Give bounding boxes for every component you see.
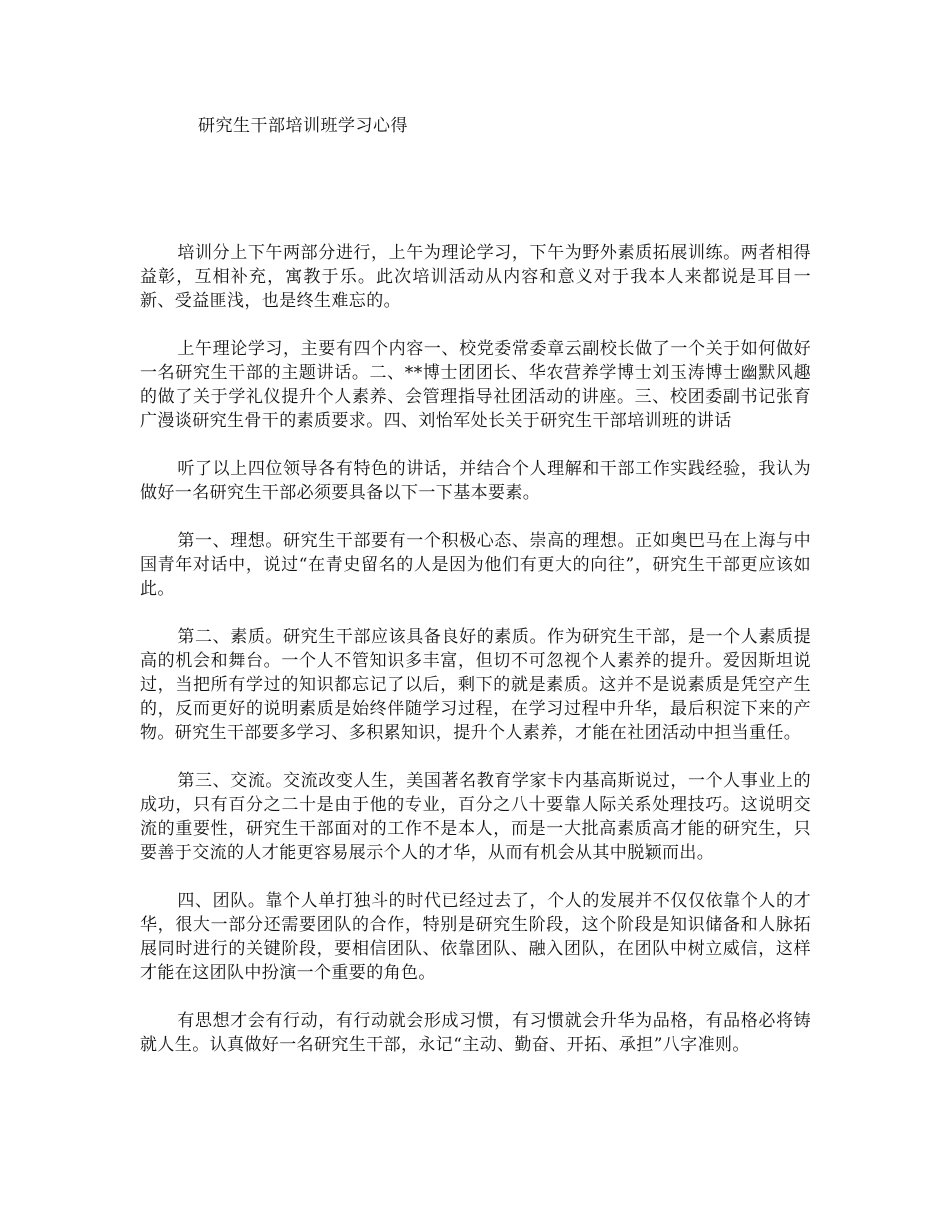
paragraph-communication: 第三、交流。交流改变人生，美国著名教育学家卡内基高斯说过，一个人事业上的成功，只有百分之二十是由于他的专业，百分之八十要靠人际关系处理技巧。这说明交流的重要性，研究生干部面对的工作不是本人，而是一大批高素质高才能的研究生，只要善于交流的人才能更容易展示个人的才华，从而有机会从其中脱颖而出。 xyxy=(140,771,811,863)
document-title: 研究生干部培训班学习心得 xyxy=(198,116,408,136)
paragraph-quality: 第二、素质。研究生干部应该具备良好的素质。作为研究生干部，是一个人素质提高的机会和舞台。一个人不管知识多丰富，但切不可忽视个人素养的提升。爱因斯坦说过，当把所有学过的知识都忘记了以后，剩下的就是素质。这并不是说素质是凭空产生的，反而更好的说明素质是始终伴随学习过程，在学习过程中升华，最后积淀下来的产物。研究生干部要多学习、多积累知识，提升个人素养，才能在社团活动中担当重任。 xyxy=(140,627,811,743)
paragraph-team: 四、团队。靠个人单打独斗的时代已经过去了，个人的发展并不仅仅依靠个人的才华，很大一部分还需要团队的合作，特别是研究生阶段，这个阶段是知识储备和人脉拓展同时进行的关键阶段，要相信团队、依靠团队、融入团队，在团队中树立威信，这样才能在这团队中扮演一个重要的角色。 xyxy=(140,891,811,983)
paragraph-conclusion: 有思想才会有行动，有行动就会形成习惯，有习惯就会升华为品格，有品格必将铸就人生。认真做好一名研究生干部，永记“主动、勤奋、开拓、承担”八字准则。 xyxy=(140,1011,811,1055)
paragraph-ideal: 第一、理想。研究生干部要有一个积极心态、崇高的理想。正如奥巴马在上海与中国青年对话中，说过“在青史留名的人是因为他们有更大的向往”，研究生干部更应该如此。 xyxy=(140,531,811,599)
document-body xyxy=(140,241,811,1081)
paragraph-basic-elements: 听了以上四位领导各有特色的讲话，并结合个人理解和干部工作实践经验，我认为做好一名研究生干部必须要具备以下一下基本要素。 xyxy=(140,459,811,503)
paragraph-intro: 培训分上下午两部分进行，上午为理论学习，下午为野外素质拓展训练。两者相得益彰，互相补充，寓教于乐。此次培训活动从内容和意义对于我本人来都说是耳目一新、受益匪浅，也是终生难忘的。 xyxy=(140,243,811,311)
paragraph-morning-theory: 上午理论学习，主要有四个内容一、校党委常委章云副校长做了一个关于如何做好一名研究生干部的主题讲话。二、**博士团团长、华农营养学博士刘玉涛博士幽默风趣的做了关于学礼仪提升个人素养、会管理指导社团活动的讲座。三、校团委副书记张育广漫谈研究生骨干的素质要求。四、刘怡军处长关于研究生干部培训班的讲话 xyxy=(140,339,811,431)
